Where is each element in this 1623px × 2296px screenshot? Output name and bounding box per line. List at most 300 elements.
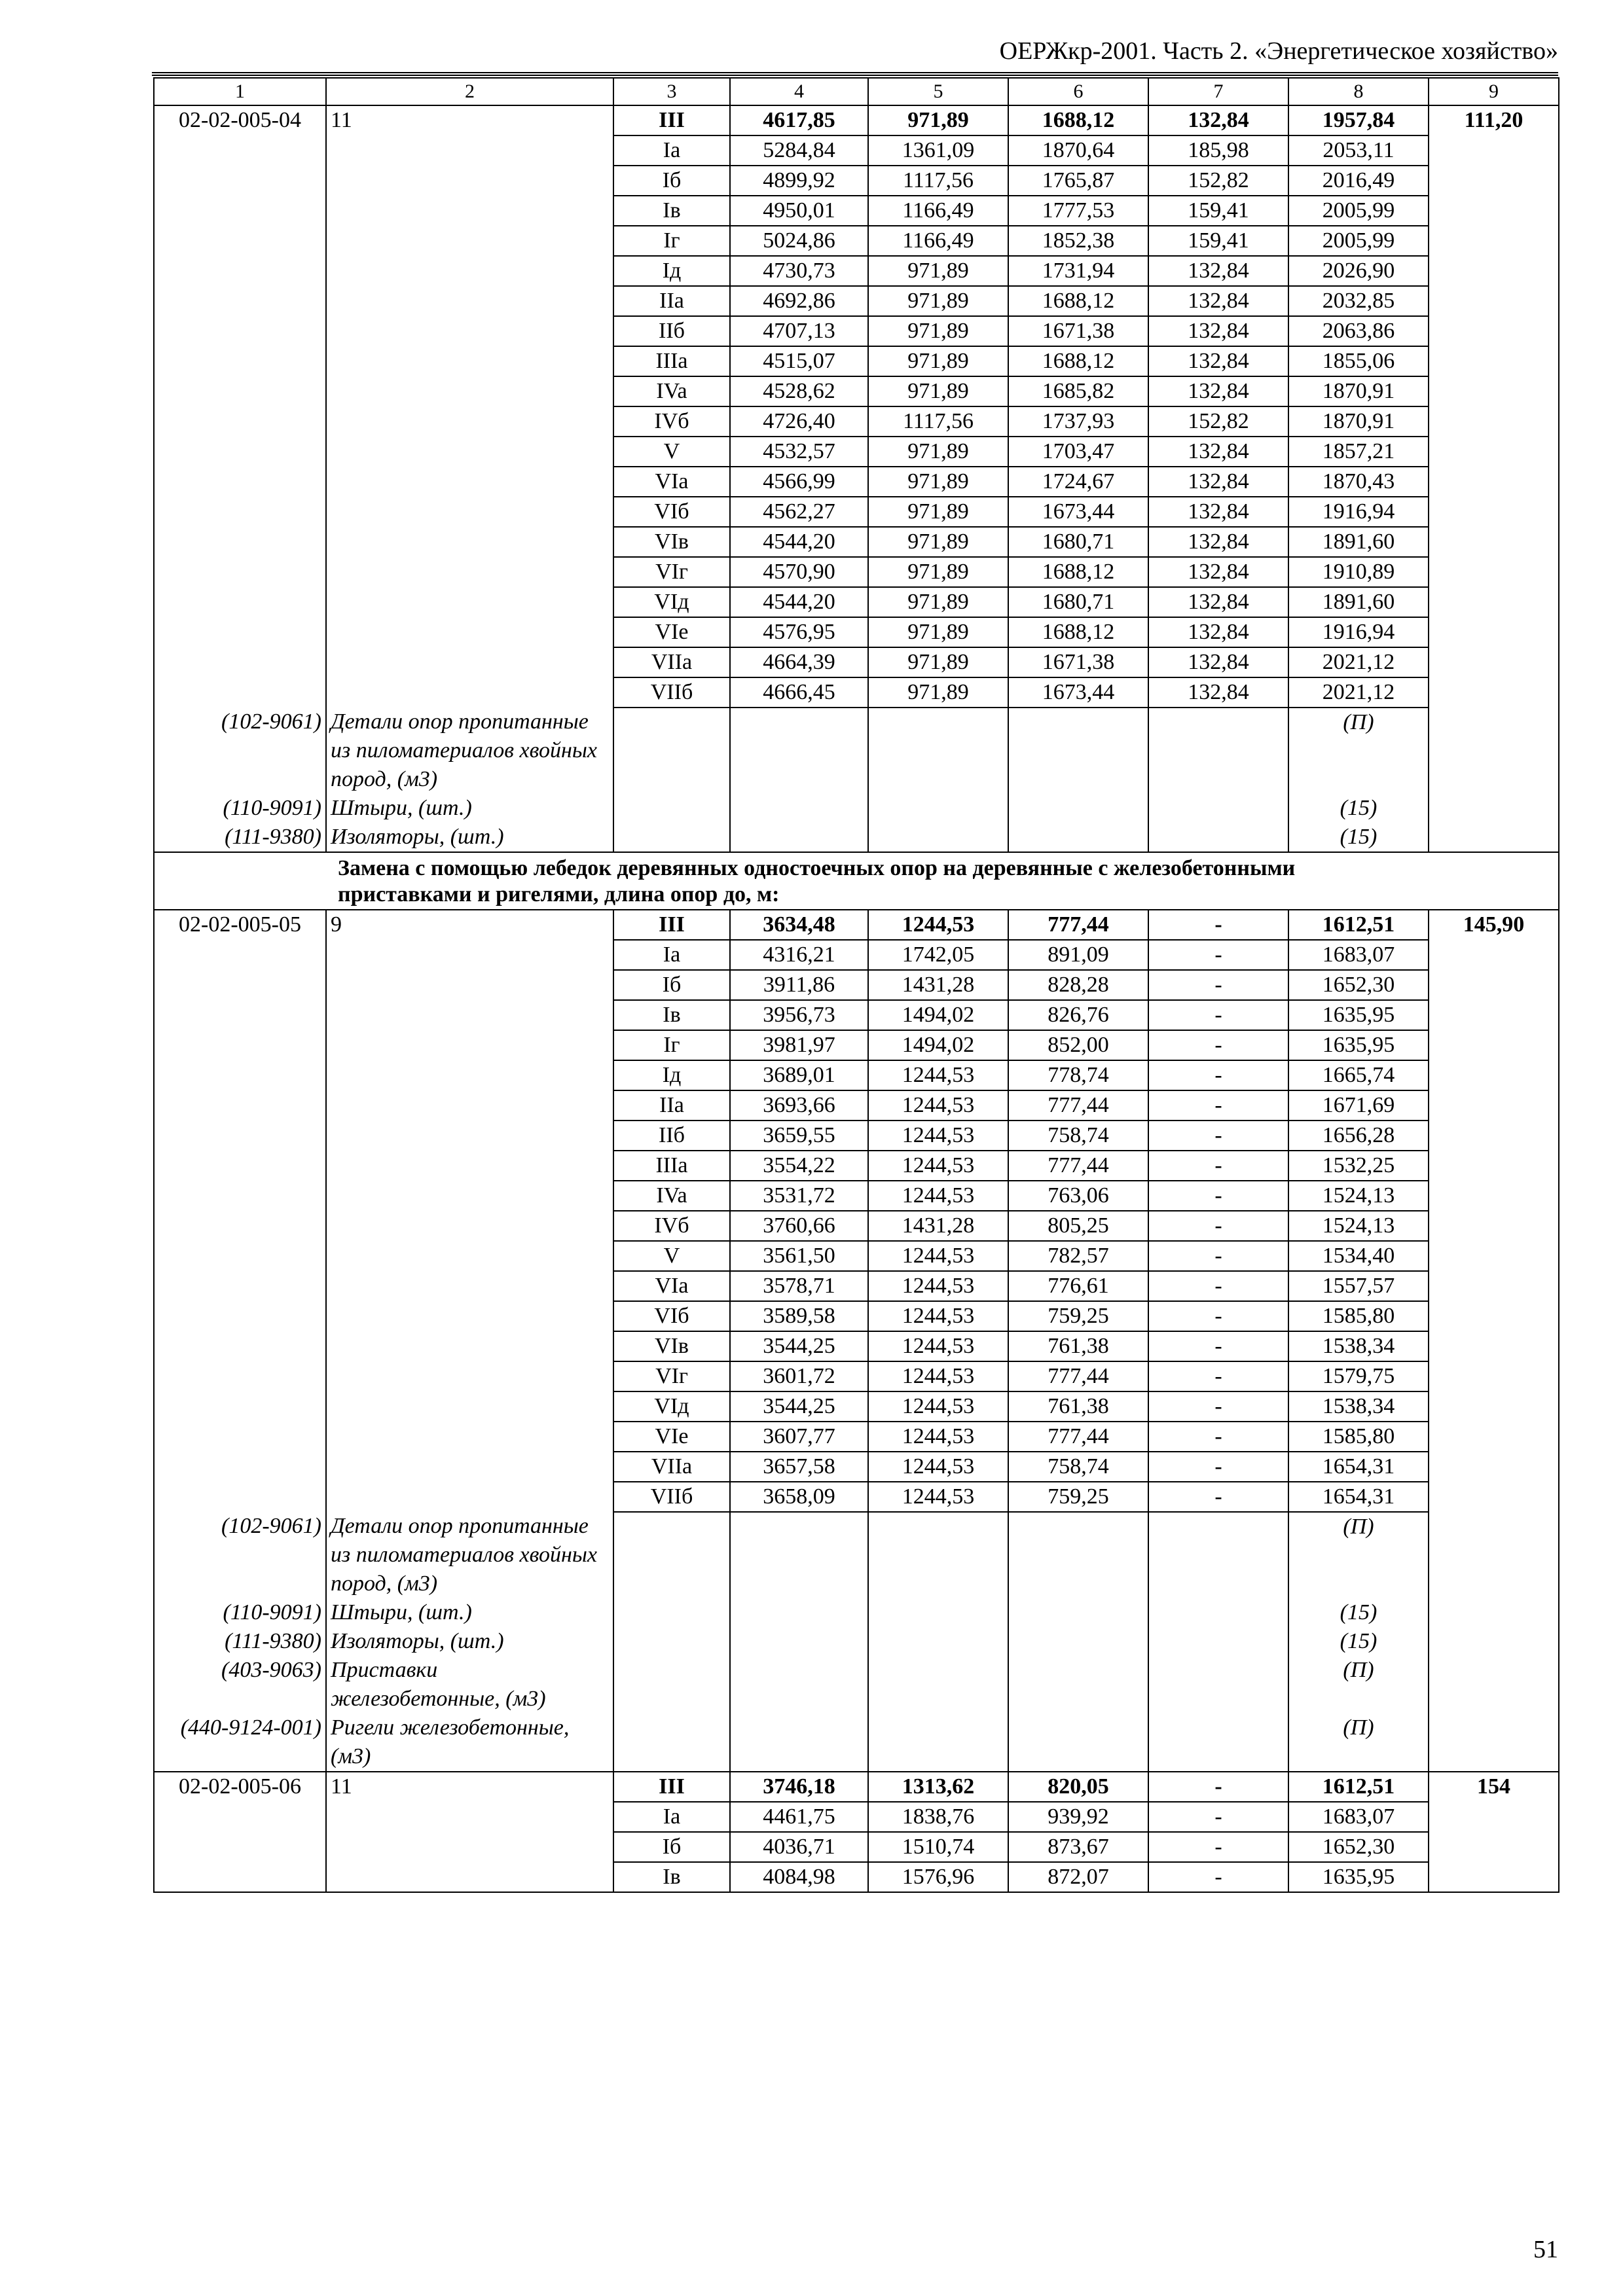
material-code: (110-9091) [154, 794, 326, 823]
operator-cost: - [1148, 1301, 1288, 1331]
header-rule [152, 72, 1558, 76]
empty-cell [1008, 823, 1148, 852]
operator-cost: - [1148, 1121, 1288, 1151]
column-number: 3 [613, 78, 730, 105]
labor-cost: 971,89 [868, 617, 1008, 647]
machine-cost: 1685,82 [1008, 376, 1148, 406]
operator-cost: - [1148, 1832, 1288, 1862]
total-cost: 4692,86 [730, 286, 868, 316]
materials-cost: 1654,31 [1288, 1452, 1429, 1482]
machine-cost: 1703,47 [1008, 437, 1148, 467]
material-code: (440-9124-001) [154, 1713, 326, 1772]
operator-cost: 132,84 [1148, 647, 1288, 677]
materials-cost: 1683,07 [1288, 1802, 1429, 1832]
materials-cost: 1665,74 [1288, 1060, 1429, 1090]
total-cost: 4730,73 [730, 256, 868, 286]
operator-cost: 132,84 [1148, 105, 1288, 135]
labor-cost: 1838,76 [868, 1802, 1008, 1832]
region-code: VIIб [613, 1482, 730, 1512]
total-cost: 5284,84 [730, 135, 868, 166]
empty-cell [1148, 708, 1288, 794]
total-cost: 4461,75 [730, 1802, 868, 1832]
machine-cost: 1852,38 [1008, 226, 1148, 256]
materials-cost: 1524,13 [1288, 1181, 1429, 1211]
material-quantity: (П) [1288, 1512, 1429, 1598]
material-code: (102-9061) [154, 708, 326, 794]
machine-cost: 1688,12 [1008, 617, 1148, 647]
column-number: 1 [154, 78, 326, 105]
page-number: 51 [1533, 2236, 1558, 2263]
labor-cost: 1244,53 [868, 1151, 1008, 1181]
machine-cost: 1724,67 [1008, 467, 1148, 497]
labor-cost: 1244,53 [868, 1301, 1008, 1331]
materials-cost: 1870,43 [1288, 467, 1429, 497]
material-code: (111-9380) [154, 823, 326, 852]
materials-cost: 1870,91 [1288, 376, 1429, 406]
materials-cost: 1532,25 [1288, 1151, 1429, 1181]
labor-cost: 1166,49 [868, 226, 1008, 256]
labor-cost: 971,89 [868, 647, 1008, 677]
material-code: (111-9380) [154, 1627, 326, 1656]
region-code: Iд [613, 1060, 730, 1090]
labor-cost: 1361,09 [868, 135, 1008, 166]
empty-cell [1148, 1627, 1288, 1656]
labor-cost: 971,89 [868, 105, 1008, 135]
region-code: Iб [613, 1832, 730, 1862]
labor-cost: 1244,53 [868, 1241, 1008, 1271]
materials-cost: 1855,06 [1288, 346, 1429, 376]
operator-cost: - [1148, 1422, 1288, 1452]
operator-cost: 152,82 [1148, 166, 1288, 196]
total-cost: 3657,58 [730, 1452, 868, 1482]
section-heading [154, 852, 1559, 910]
machine-cost: 1870,64 [1008, 135, 1148, 166]
operator-cost: - [1148, 910, 1288, 940]
labor-cost: 1244,53 [868, 1482, 1008, 1512]
labor-cost: 1494,02 [868, 1030, 1008, 1060]
region-code: VIIa [613, 647, 730, 677]
operator-cost: - [1148, 1862, 1288, 1892]
table-row [154, 105, 1559, 135]
total-cost: 4664,39 [730, 647, 868, 677]
material-row [154, 1713, 1559, 1772]
material-quantity: (15) [1288, 794, 1429, 823]
material-quantity: (П) [1288, 708, 1429, 794]
labor-cost: 1431,28 [868, 970, 1008, 1000]
machine-cost: 776,61 [1008, 1271, 1148, 1301]
materials-cost: 1857,21 [1288, 437, 1429, 467]
operator-cost: - [1148, 1030, 1288, 1060]
total-cost: 3531,72 [730, 1181, 868, 1211]
region-code: VIг [613, 557, 730, 587]
labor-cost: 971,89 [868, 557, 1008, 587]
labor-cost: 1244,53 [868, 1361, 1008, 1391]
empty-cell [613, 1627, 730, 1656]
total-cost: 4544,20 [730, 587, 868, 617]
machine-cost: 1688,12 [1008, 286, 1148, 316]
material-name: Изоляторы, (шт.) [326, 823, 613, 852]
empty-cell [868, 1656, 1008, 1713]
machine-cost: 852,00 [1008, 1030, 1148, 1060]
operator-cost: - [1148, 1271, 1288, 1301]
material-code: (403-9063) [154, 1656, 326, 1713]
total-cost: 4528,62 [730, 376, 868, 406]
empty-cell [1148, 1512, 1288, 1598]
machine-cost: 1777,53 [1008, 196, 1148, 226]
operator-cost: 132,84 [1148, 316, 1288, 346]
operator-cost: - [1148, 1452, 1288, 1482]
empty-cell [868, 1512, 1008, 1598]
materials-cost: 2053,11 [1288, 135, 1429, 166]
column-number-row [154, 78, 1559, 105]
column-number: 6 [1008, 78, 1148, 105]
empty-cell [868, 1627, 1008, 1656]
empty-cell [730, 708, 868, 794]
empty-cell [1008, 1512, 1148, 1598]
empty-cell [1008, 1598, 1148, 1627]
region-code: III [613, 910, 730, 940]
operator-cost: - [1148, 1802, 1288, 1832]
region-code: IVб [613, 406, 730, 437]
material-quantity: (П) [1288, 1656, 1429, 1713]
materials-cost: 1557,57 [1288, 1271, 1429, 1301]
empty-cell [730, 1713, 868, 1772]
pole-length: 11 [326, 105, 613, 708]
machine-cost: 1688,12 [1008, 346, 1148, 376]
region-code: IIa [613, 1090, 730, 1121]
empty-cell [613, 794, 730, 823]
materials-cost: 1585,80 [1288, 1422, 1429, 1452]
total-cost: 4726,40 [730, 406, 868, 437]
machine-cost: 1671,38 [1008, 316, 1148, 346]
price-table-body [154, 78, 1559, 1892]
materials-cost: 2021,12 [1288, 677, 1429, 708]
operator-cost: 132,84 [1148, 286, 1288, 316]
labor-hours: 145,90 [1429, 910, 1559, 1772]
total-cost: 3607,77 [730, 1422, 868, 1452]
total-cost: 4036,71 [730, 1832, 868, 1862]
empty-cell [868, 794, 1008, 823]
empty-cell [868, 823, 1008, 852]
labor-cost: 1244,53 [868, 1391, 1008, 1422]
materials-cost: 2032,85 [1288, 286, 1429, 316]
section-heading-row [154, 852, 1559, 910]
region-code: III [613, 105, 730, 135]
total-cost: 4707,13 [730, 316, 868, 346]
materials-cost: 1656,28 [1288, 1121, 1429, 1151]
column-number: 7 [1148, 78, 1288, 105]
empty-cell [1008, 794, 1148, 823]
labor-cost: 1494,02 [868, 1000, 1008, 1030]
region-code: IIIa [613, 346, 730, 376]
material-quantity: (П) [1288, 1713, 1429, 1772]
empty-cell [613, 823, 730, 852]
operator-cost: - [1148, 1060, 1288, 1090]
total-cost: 4576,95 [730, 617, 868, 647]
labor-cost: 1117,56 [868, 406, 1008, 437]
total-cost: 5024,86 [730, 226, 868, 256]
materials-cost: 1612,51 [1288, 1772, 1429, 1802]
machine-cost: 759,25 [1008, 1301, 1148, 1331]
region-code: Iб [613, 166, 730, 196]
empty-cell [730, 1598, 868, 1627]
labor-cost: 971,89 [868, 256, 1008, 286]
empty-cell [613, 708, 730, 794]
empty-cell [613, 1656, 730, 1713]
labor-cost: 1576,96 [868, 1862, 1008, 1892]
total-cost: 4617,85 [730, 105, 868, 135]
material-row [154, 1512, 1559, 1598]
labor-cost: 1244,53 [868, 1121, 1008, 1151]
empty-cell [868, 708, 1008, 794]
operator-cost: 185,98 [1148, 135, 1288, 166]
machine-cost: 758,74 [1008, 1452, 1148, 1482]
machine-cost: 872,07 [1008, 1862, 1148, 1892]
machine-cost: 777,44 [1008, 1422, 1148, 1452]
material-quantity: (15) [1288, 1627, 1429, 1656]
operator-cost: 132,84 [1148, 587, 1288, 617]
machine-cost: 1671,38 [1008, 647, 1148, 677]
empty-cell [1008, 1713, 1148, 1772]
operator-cost: 132,84 [1148, 497, 1288, 527]
labor-cost: 1244,53 [868, 1060, 1008, 1090]
labor-cost: 971,89 [868, 286, 1008, 316]
materials-cost: 1538,34 [1288, 1391, 1429, 1422]
total-cost: 3634,48 [730, 910, 868, 940]
total-cost: 3658,09 [730, 1482, 868, 1512]
machine-cost: 1765,87 [1008, 166, 1148, 196]
material-name: Детали опор пропитанные из пиломатериалов хвойных пород, (м3) [326, 1512, 613, 1598]
material-row [154, 708, 1559, 794]
machine-cost: 820,05 [1008, 1772, 1148, 1802]
operator-cost: 132,84 [1148, 617, 1288, 647]
region-code: IIIa [613, 1151, 730, 1181]
machine-cost: 778,74 [1008, 1060, 1148, 1090]
total-cost: 3544,25 [730, 1391, 868, 1422]
region-code: VIIб [613, 677, 730, 708]
total-cost: 3601,72 [730, 1361, 868, 1391]
operator-cost: - [1148, 1361, 1288, 1391]
labor-cost: 1117,56 [868, 166, 1008, 196]
machine-cost: 826,76 [1008, 1000, 1148, 1030]
rate-code: 02-02-005-04 [154, 105, 326, 708]
operator-cost: - [1148, 1772, 1288, 1802]
materials-cost: 2063,86 [1288, 316, 1429, 346]
material-row [154, 794, 1559, 823]
materials-cost: 2005,99 [1288, 226, 1429, 256]
total-cost: 3554,22 [730, 1151, 868, 1181]
region-code: VIIa [613, 1452, 730, 1482]
labor-cost: 1313,62 [868, 1772, 1008, 1802]
region-code: VIe [613, 617, 730, 647]
operator-cost: 159,41 [1148, 196, 1288, 226]
empty-cell [1148, 823, 1288, 852]
materials-cost: 2026,90 [1288, 256, 1429, 286]
labor-cost: 971,89 [868, 376, 1008, 406]
operator-cost: - [1148, 1000, 1288, 1030]
region-code: VIд [613, 1391, 730, 1422]
empty-cell [868, 1713, 1008, 1772]
machine-cost: 873,67 [1008, 1832, 1148, 1862]
material-code: (102-9061) [154, 1512, 326, 1598]
region-code: Iг [613, 1030, 730, 1060]
operator-cost: 132,84 [1148, 467, 1288, 497]
region-code: IVa [613, 376, 730, 406]
column-number: 4 [730, 78, 868, 105]
operator-cost: 132,84 [1148, 376, 1288, 406]
labor-cost: 1244,53 [868, 1331, 1008, 1361]
region-code: VIб [613, 497, 730, 527]
labor-cost: 971,89 [868, 346, 1008, 376]
materials-cost: 1652,30 [1288, 970, 1429, 1000]
empty-cell [613, 1512, 730, 1598]
materials-cost: 1891,60 [1288, 527, 1429, 557]
machine-cost: 1680,71 [1008, 527, 1148, 557]
price-table [153, 77, 1559, 1893]
labor-cost: 971,89 [868, 316, 1008, 346]
operator-cost: - [1148, 1211, 1288, 1241]
machine-cost: 761,38 [1008, 1331, 1148, 1361]
machine-cost: 1731,94 [1008, 256, 1148, 286]
labor-cost: 1742,05 [868, 940, 1008, 970]
labor-cost: 1244,53 [868, 1271, 1008, 1301]
empty-cell [1148, 1598, 1288, 1627]
operator-cost: 152,82 [1148, 406, 1288, 437]
machine-cost: 777,44 [1008, 1151, 1148, 1181]
total-cost: 3561,50 [730, 1241, 868, 1271]
machine-cost: 1688,12 [1008, 557, 1148, 587]
labor-cost: 971,89 [868, 467, 1008, 497]
machine-cost: 782,57 [1008, 1241, 1148, 1271]
pole-length: 11 [326, 1772, 613, 1892]
empty-cell [730, 1656, 868, 1713]
region-code: Iг [613, 226, 730, 256]
materials-cost: 1654,31 [1288, 1482, 1429, 1512]
labor-cost: 1244,53 [868, 1422, 1008, 1452]
materials-cost: 1635,95 [1288, 1030, 1429, 1060]
labor-cost: 971,89 [868, 527, 1008, 557]
materials-cost: 1957,84 [1288, 105, 1429, 135]
operator-cost: - [1148, 1482, 1288, 1512]
total-cost: 4544,20 [730, 527, 868, 557]
machine-cost: 939,92 [1008, 1802, 1148, 1832]
total-cost: 3760,66 [730, 1211, 868, 1241]
total-cost: 3578,71 [730, 1271, 868, 1301]
total-cost: 4562,27 [730, 497, 868, 527]
region-code: Ia [613, 1802, 730, 1832]
region-code: Iв [613, 1000, 730, 1030]
labor-cost: 1510,74 [868, 1832, 1008, 1862]
machine-cost: 1680,71 [1008, 587, 1148, 617]
empty-cell [1008, 1656, 1148, 1713]
total-cost: 4515,07 [730, 346, 868, 376]
labor-cost: 1244,53 [868, 910, 1008, 940]
region-code: Iв [613, 1862, 730, 1892]
total-cost: 3589,58 [730, 1301, 868, 1331]
machine-cost: 805,25 [1008, 1211, 1148, 1241]
empty-cell [868, 1598, 1008, 1627]
materials-cost: 1579,75 [1288, 1361, 1429, 1391]
column-number: 9 [1429, 78, 1559, 105]
total-cost: 4950,01 [730, 196, 868, 226]
total-cost: 4532,57 [730, 437, 868, 467]
material-row [154, 1627, 1559, 1656]
region-code: VIв [613, 527, 730, 557]
material-quantity: (15) [1288, 1598, 1429, 1627]
region-code: Ia [613, 940, 730, 970]
running-header: ОЕРЖкр-2001. Часть 2. «Энергетическое хозяйство» [999, 37, 1558, 65]
pole-length: 9 [326, 910, 613, 1512]
total-cost: 3544,25 [730, 1331, 868, 1361]
materials-cost: 1916,94 [1288, 617, 1429, 647]
total-cost: 4084,98 [730, 1862, 868, 1892]
region-code: Iб [613, 970, 730, 1000]
region-code: IIa [613, 286, 730, 316]
operator-cost: - [1148, 1151, 1288, 1181]
materials-cost: 1671,69 [1288, 1090, 1429, 1121]
column-number: 5 [868, 78, 1008, 105]
operator-cost: 132,84 [1148, 677, 1288, 708]
material-name: Приставки железобетонные, (м3) [326, 1656, 613, 1713]
labor-hours: 111,20 [1429, 105, 1559, 852]
materials-cost: 1683,07 [1288, 940, 1429, 970]
material-row [154, 1598, 1559, 1627]
labor-hours: 154 [1429, 1772, 1559, 1892]
materials-cost: 1538,34 [1288, 1331, 1429, 1361]
materials-cost: 1891,60 [1288, 587, 1429, 617]
operator-cost: 132,84 [1148, 437, 1288, 467]
table-row [154, 1772, 1559, 1802]
machine-cost: 759,25 [1008, 1482, 1148, 1512]
operator-cost: - [1148, 970, 1288, 1000]
region-code: IVa [613, 1181, 730, 1211]
labor-cost: 1431,28 [868, 1211, 1008, 1241]
machine-cost: 763,06 [1008, 1181, 1148, 1211]
labor-cost: 1244,53 [868, 1090, 1008, 1121]
materials-cost: 1585,80 [1288, 1301, 1429, 1331]
region-code: IIб [613, 316, 730, 346]
empty-cell [1008, 708, 1148, 794]
section-heading-line: Замена с помощью лебедок деревянных одностоечных опор на деревянные с железобетонными [338, 856, 1296, 880]
materials-cost: 2016,49 [1288, 166, 1429, 196]
region-code: VIa [613, 467, 730, 497]
materials-cost: 1870,91 [1288, 406, 1429, 437]
material-quantity: (15) [1288, 823, 1429, 852]
region-code: IVб [613, 1211, 730, 1241]
material-row [154, 823, 1559, 852]
empty-cell [1148, 1713, 1288, 1772]
machine-cost: 758,74 [1008, 1121, 1148, 1151]
machine-cost: 1673,44 [1008, 677, 1148, 708]
labor-cost: 1166,49 [868, 196, 1008, 226]
region-code: VIa [613, 1271, 730, 1301]
total-cost: 3956,73 [730, 1000, 868, 1030]
materials-cost: 1635,95 [1288, 1000, 1429, 1030]
operator-cost: 159,41 [1148, 226, 1288, 256]
total-cost: 3746,18 [730, 1772, 868, 1802]
machine-cost: 761,38 [1008, 1391, 1148, 1422]
empty-cell [1148, 794, 1288, 823]
machine-cost: 891,09 [1008, 940, 1148, 970]
materials-cost: 1652,30 [1288, 1832, 1429, 1862]
empty-cell [613, 1713, 730, 1772]
material-name: Штыри, (шт.) [326, 1598, 613, 1627]
empty-cell [1008, 1627, 1148, 1656]
region-code: VIд [613, 587, 730, 617]
empty-cell [730, 1512, 868, 1598]
materials-cost: 1635,95 [1288, 1862, 1429, 1892]
labor-cost: 1244,53 [868, 1452, 1008, 1482]
